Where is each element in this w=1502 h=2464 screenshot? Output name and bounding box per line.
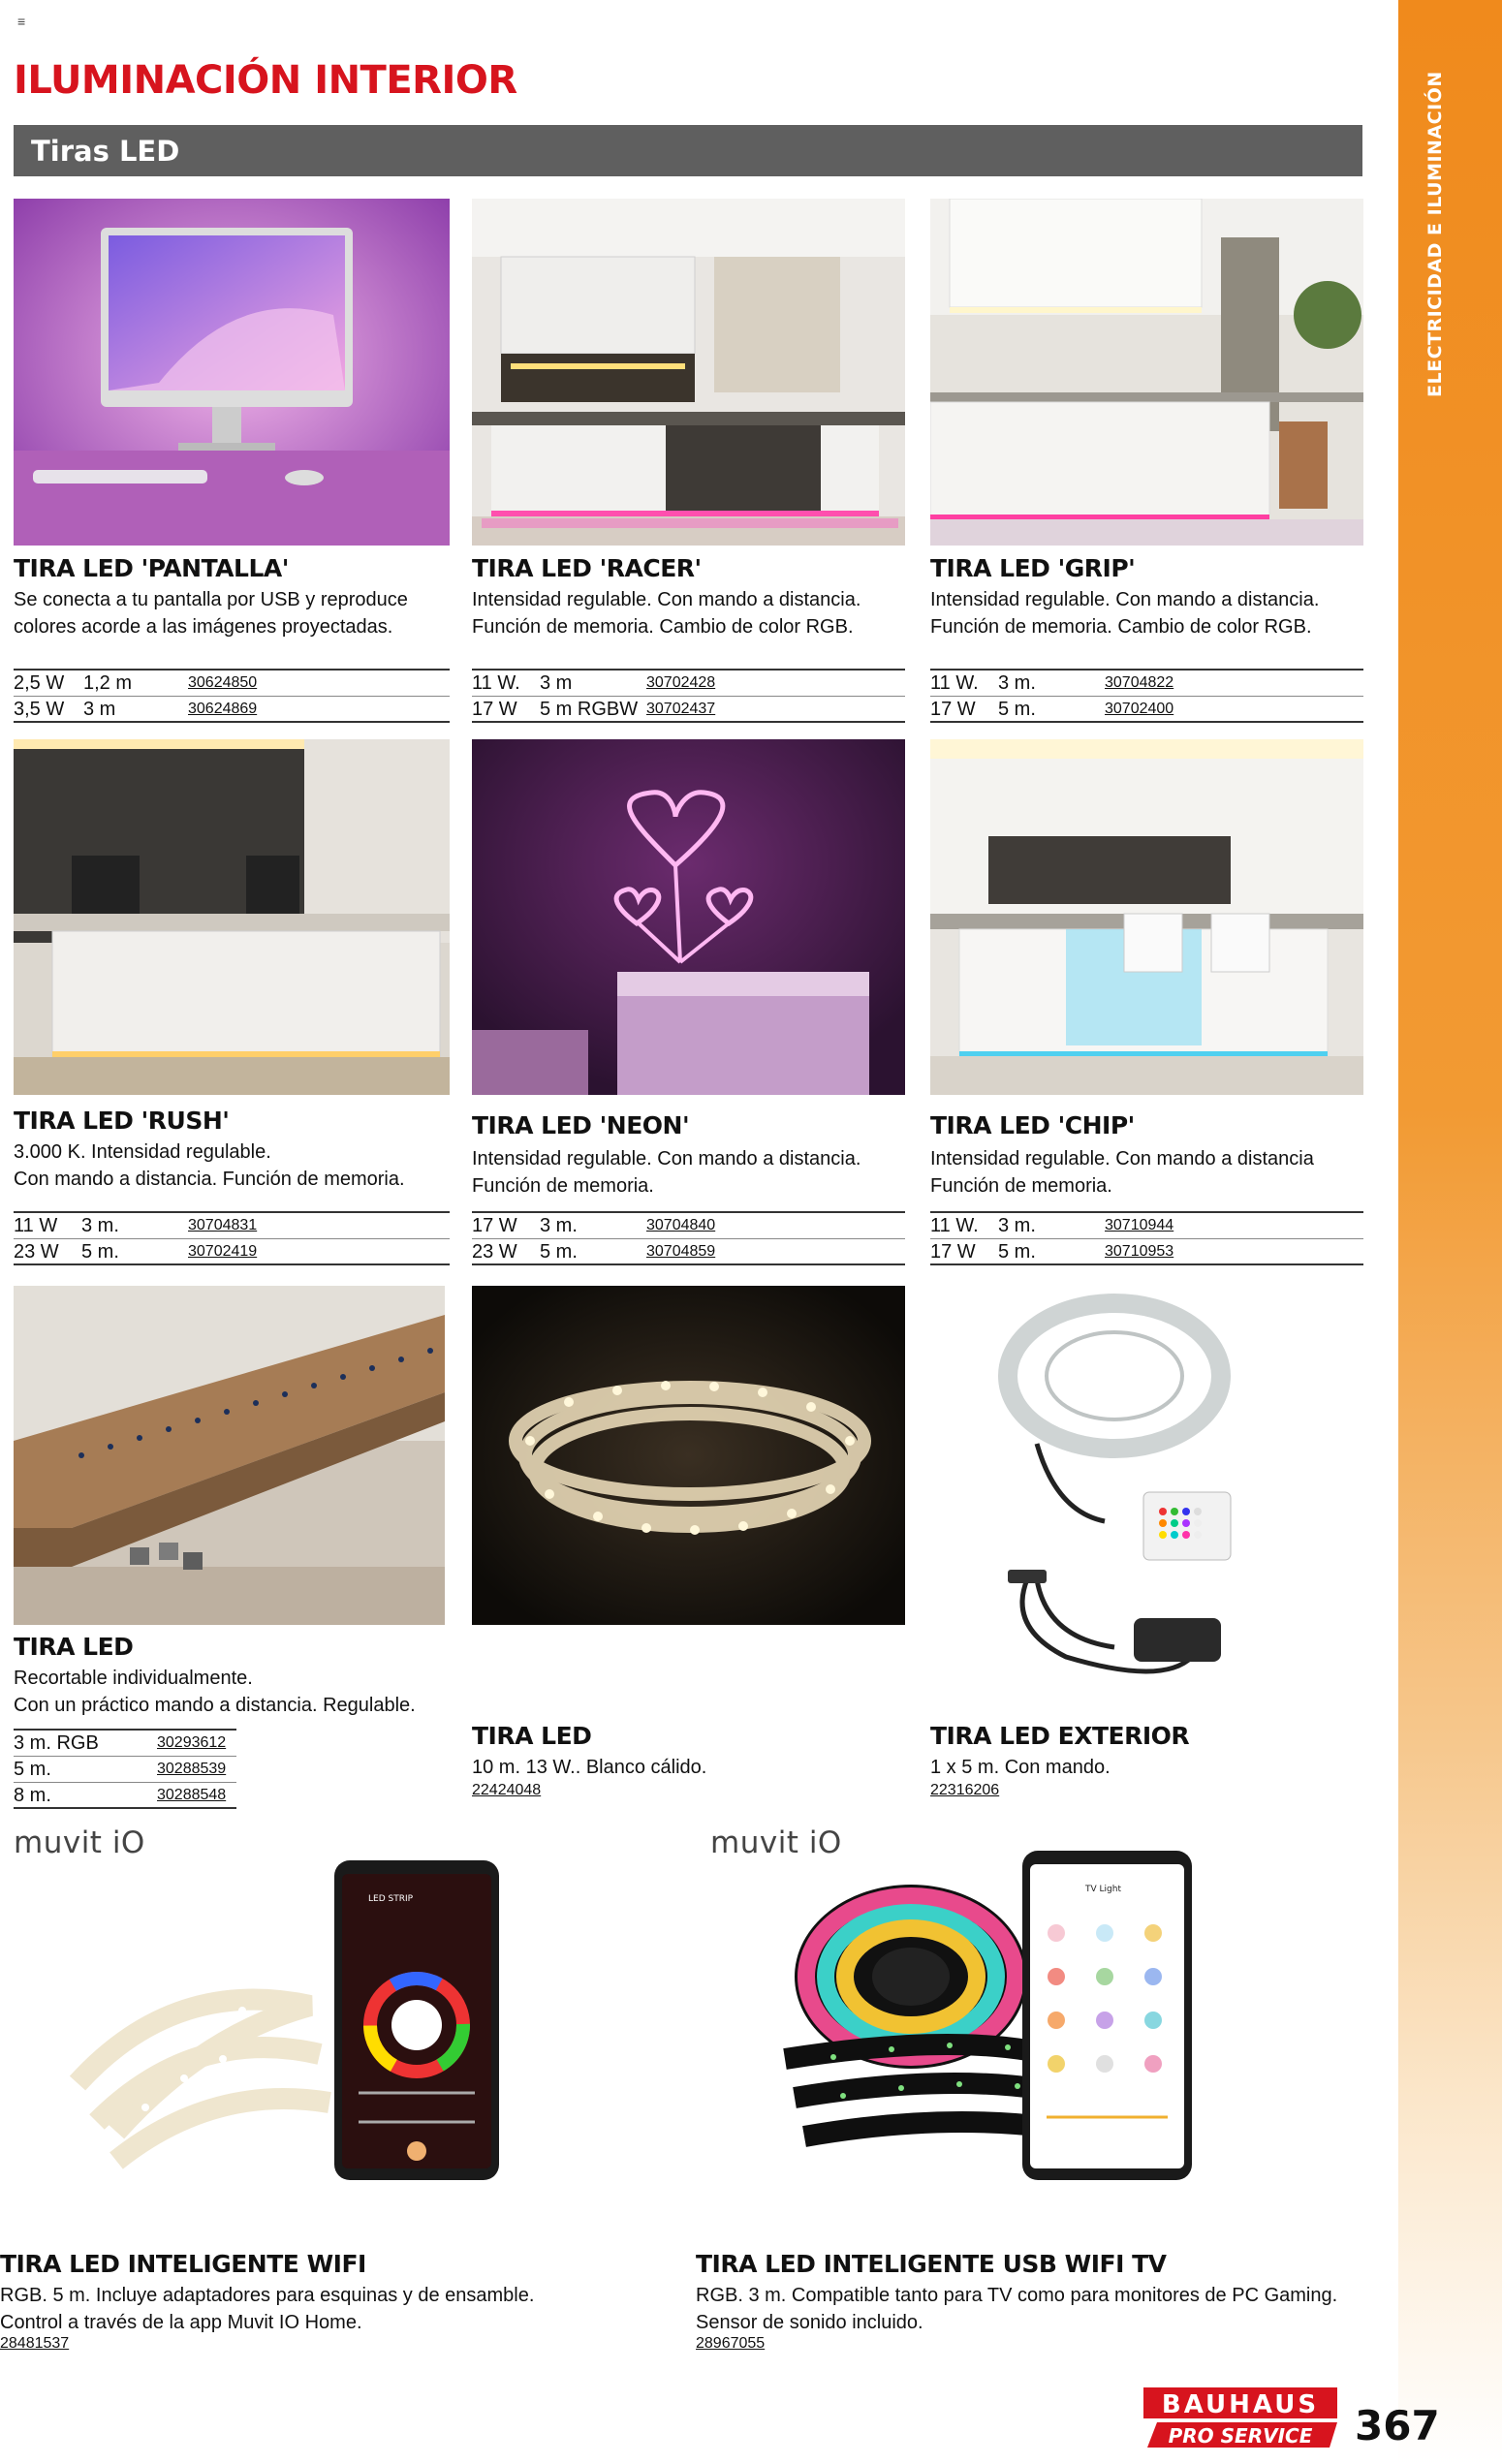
product-image-blanco-calido — [472, 1286, 905, 1625]
spec-table — [472, 1211, 905, 1265]
product-description-line: Intensidad regulable. Con mando a distancia. — [472, 1148, 861, 1170]
page-number: 367 — [1355, 2402, 1440, 2449]
bauhaus-proservice-logo — [1143, 2386, 1337, 2449]
product-image-exterior — [969, 1289, 1260, 1705]
product-description-line: Sensor de sonido incluido. — [696, 2312, 923, 2333]
product-title: TIRA LED 'CHIP' — [930, 1111, 1135, 1139]
product-description-line: Función de memoria. — [472, 1175, 654, 1197]
spec-table — [14, 669, 450, 723]
product-description-line: 10 m. 13 W.. Blanco cálido. — [472, 1757, 707, 1778]
product-title: TIRA LED 'GRIP' — [930, 554, 1136, 582]
spec-row: 17 W 5 m RGBW 30702437 — [472, 697, 905, 723]
product-description-line: Con mando a distancia. Función de memoria. — [14, 1169, 405, 1190]
spec-row: 3 m. RGB 30293612 — [14, 1731, 236, 1757]
product-image-grip — [930, 199, 1363, 546]
product-description-line: Recortable individualmente. — [14, 1668, 253, 1689]
svg-text:TV Light: TV Light — [1085, 1885, 1121, 1894]
product-description-line: Con un práctico mando a distancia. Regulable. — [14, 1695, 416, 1716]
svg-text:LED STRIP: LED STRIP — [368, 1894, 414, 1904]
product-title: TIRA LED 'NEON' — [472, 1111, 690, 1139]
product-code: 28481537 — [0, 2335, 70, 2352]
product-code: 22316206 — [930, 1782, 1000, 1798]
product-description-line: colores acorde a las imágenes proyectadas. — [14, 616, 393, 638]
product-description-line: Función de memoria. — [930, 1175, 1112, 1197]
product-image-wifi — [58, 1860, 514, 2214]
spec-row: 2,5 W 1,2 m 30624850 — [14, 671, 450, 697]
product-image-pantalla — [14, 199, 450, 546]
spec-row: 11 W. 3 m. 30704822 — [930, 671, 1363, 697]
spec-row: 3,5 W 3 m 30624869 — [14, 697, 450, 723]
spec-row: 11 W 3 m. 30704831 — [14, 1213, 450, 1239]
product-title: TIRA LED 'RACER' — [472, 554, 702, 582]
spec-row: 8 m. 30288548 — [14, 1783, 236, 1809]
spec-row: 23 W 5 m. 30704859 — [472, 1239, 905, 1265]
product-description-line: Se conecta a tu pantalla por USB y reproduce — [14, 589, 408, 610]
spec-table — [14, 1211, 450, 1265]
product-description-line: Intensidad regulable. Con mando a distancia. — [472, 589, 861, 610]
product-description-line: 1 x 5 m. Con mando. — [930, 1757, 1111, 1778]
product-image-chip — [930, 739, 1363, 1095]
product-title: TIRA LED 'PANTALLA' — [14, 554, 289, 582]
spec-row: 17 W 5 m. 30702400 — [930, 697, 1363, 723]
product-title: TIRA LED INTELIGENTE WIFI — [0, 2250, 366, 2278]
product-image-rush — [14, 739, 450, 1095]
product-description-line: Intensidad regulable. Con mando a distancia. — [930, 589, 1320, 610]
spec-row: 17 W 3 m. 30704840 — [472, 1213, 905, 1239]
spec-table — [14, 1729, 236, 1809]
product-image-usb-tv — [775, 1851, 1202, 2199]
product-image-recortable — [14, 1286, 445, 1625]
spec-table — [930, 1211, 1363, 1265]
page-edge-mark: ≡ — [17, 14, 26, 29]
side-color-band — [1398, 0, 1502, 2464]
subsection-title: Tiras LED — [31, 135, 180, 168]
spec-row: 11 W. 3 m. 30710944 — [930, 1213, 1363, 1239]
brand-logo-muvit: muvit iO — [14, 1825, 145, 1860]
product-image-racer — [472, 199, 905, 546]
product-title: TIRA LED EXTERIOR — [930, 1722, 1190, 1750]
svg-text:PRO SERVICE: PRO SERVICE — [1168, 2424, 1313, 2448]
product-description-line: 3.000 K. Intensidad regulable. — [14, 1141, 271, 1163]
product-code: 28967055 — [696, 2335, 766, 2352]
product-description-line: Función de memoria. Cambio de color RGB. — [930, 616, 1312, 638]
spec-row: 17 W 5 m. 30710953 — [930, 1239, 1363, 1265]
product-title: TIRA LED 'RUSH' — [14, 1107, 230, 1135]
product-description-line: RGB. 5 m. Incluye adaptadores para esquinas y de ensamble. — [0, 2285, 535, 2306]
product-description-line: Control a través de la app Muvit IO Home. — [0, 2312, 362, 2333]
product-title: TIRA LED — [14, 1633, 134, 1661]
spec-table — [930, 669, 1363, 723]
subsection-bar — [14, 125, 1362, 176]
product-title: TIRA LED INTELIGENTE USB WIFI TV — [696, 2250, 1167, 2278]
product-description-line: Intensidad regulable. Con mando a distancia — [930, 1148, 1314, 1170]
section-title: ILUMINACIÓN INTERIOR — [14, 58, 517, 103]
product-image-neon — [472, 739, 905, 1095]
product-code: 22424048 — [472, 1782, 542, 1798]
svg-text:BAUHAUS: BAUHAUS — [1161, 2390, 1320, 2419]
spec-row: 5 m. 30288539 — [14, 1757, 236, 1783]
spec-row: 23 W 5 m. 30702419 — [14, 1239, 450, 1265]
product-description-line: RGB. 3 m. Compatible tanto para TV como para monitores de PC Gaming. — [696, 2285, 1338, 2306]
spec-table — [472, 669, 905, 723]
spec-row: 11 W. 3 m 30702428 — [472, 671, 905, 697]
brand-logo-muvit: muvit iO — [710, 1825, 842, 1860]
product-title: TIRA LED — [472, 1722, 592, 1750]
product-description-line: Función de memoria. Cambio de color RGB. — [472, 616, 854, 638]
